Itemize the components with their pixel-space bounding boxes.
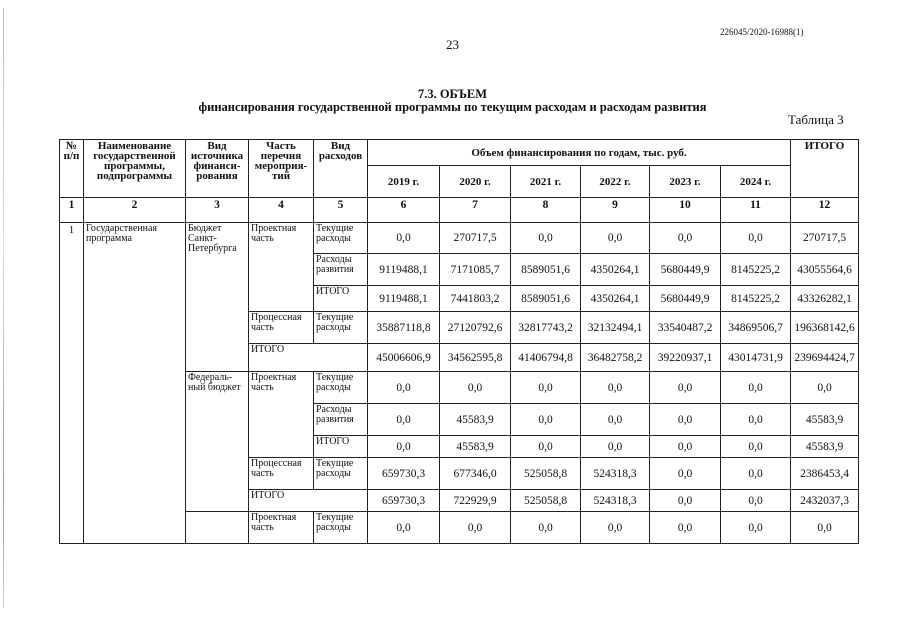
header-year: 2020 г. <box>440 166 511 198</box>
row-number: 1 <box>60 223 84 544</box>
program-name: Государственная программа <box>84 223 186 544</box>
value-cell: 34869506,7 <box>721 312 791 344</box>
total-cell: 45583,9 <box>791 436 859 458</box>
column-number: 3 <box>186 198 249 223</box>
column-number: 10 <box>650 198 721 223</box>
total-cell: 43326282,1 <box>791 286 859 312</box>
total-cell: 2386453,4 <box>791 458 859 490</box>
value-cell: 659730,3 <box>368 458 440 490</box>
header-name: Наименование государственной программы, подпрограммы <box>84 140 186 198</box>
column-number: 5 <box>314 198 368 223</box>
column-number-row <box>60 198 859 223</box>
header-kind: Вид расходов <box>314 140 368 198</box>
source-federal: Федераль-ный бюджет <box>186 372 249 512</box>
value-cell: 45583,9 <box>440 404 511 436</box>
value-cell: 0,0 <box>581 404 650 436</box>
value-cell: 0,0 <box>368 223 440 254</box>
value-cell: 8589051,6 <box>511 286 581 312</box>
value-cell: 524318,3 <box>581 458 650 490</box>
header-year: 2023 г. <box>650 166 721 198</box>
value-cell: 525058,8 <box>511 490 581 512</box>
value-cell: 0,0 <box>721 512 791 544</box>
column-number: 7 <box>440 198 511 223</box>
document-id: 226045/2020-16988(1) <box>720 27 804 37</box>
value-cell: 0,0 <box>650 223 721 254</box>
value-cell: 0,0 <box>581 372 650 404</box>
value-cell: 722929,9 <box>440 490 511 512</box>
kind-current: Текущие расходы <box>314 458 368 490</box>
header-source: Вид источника финанси-рования <box>186 140 249 198</box>
value-cell: 45006606,9 <box>368 344 440 372</box>
value-cell: 0,0 <box>368 512 440 544</box>
value-cell: 0,0 <box>721 458 791 490</box>
value-cell: 32817743,2 <box>511 312 581 344</box>
value-cell: 677346,0 <box>440 458 511 490</box>
column-number: 2 <box>84 198 186 223</box>
part-project: Проектная часть <box>249 372 314 458</box>
value-cell: 4350264,1 <box>581 254 650 286</box>
value-cell: 9119488,1 <box>368 286 440 312</box>
kind-itogo: ИТОГО <box>314 436 368 458</box>
value-cell: 0,0 <box>511 436 581 458</box>
value-cell: 0,0 <box>650 512 721 544</box>
value-cell: 0,0 <box>581 436 650 458</box>
value-cell: 8145225,2 <box>721 254 791 286</box>
value-cell: 0,0 <box>650 436 721 458</box>
kind-development: Расходы развития <box>314 404 368 436</box>
column-number: 1 <box>60 198 84 223</box>
value-cell: 8589051,6 <box>511 254 581 286</box>
total-cell: 45583,9 <box>791 404 859 436</box>
column-number: 11 <box>721 198 791 223</box>
value-cell: 0,0 <box>511 404 581 436</box>
value-cell: 7441803,2 <box>440 286 511 312</box>
source-spb: Бюджет Санкт-Петербурга <box>186 223 249 372</box>
value-cell: 0,0 <box>721 223 791 254</box>
value-cell: 0,0 <box>440 372 511 404</box>
value-cell: 0,0 <box>650 490 721 512</box>
value-cell: 43014731,9 <box>721 344 791 372</box>
header-total: ИТОГО <box>791 140 859 198</box>
header-year: 2024 г. <box>721 166 791 198</box>
part-process: Процессная часть <box>249 458 314 490</box>
header-row-1 <box>60 140 859 166</box>
part-project: Проектная часть <box>249 223 314 312</box>
column-number: 4 <box>249 198 314 223</box>
value-cell: 0,0 <box>368 404 440 436</box>
value-cell: 34562595,8 <box>440 344 511 372</box>
value-cell: 0,0 <box>511 223 581 254</box>
value-cell: 659730,3 <box>368 490 440 512</box>
kind-current: Текущие расходы <box>314 372 368 404</box>
value-cell: 7171085,7 <box>440 254 511 286</box>
value-cell: 32132494,1 <box>581 312 650 344</box>
value-cell: 33540487,2 <box>650 312 721 344</box>
part-process: Процессная часть <box>249 312 314 344</box>
value-cell: 35887118,8 <box>368 312 440 344</box>
column-number: 6 <box>368 198 440 223</box>
kind-current: Текущие расходы <box>314 512 368 544</box>
value-cell: 0,0 <box>368 372 440 404</box>
value-cell: 0,0 <box>368 436 440 458</box>
value-cell: 0,0 <box>581 223 650 254</box>
kind-itogo: ИТОГО <box>314 286 368 312</box>
header-part: Часть перечня мероприя-тий <box>249 140 314 198</box>
header-year: 2022 г. <box>581 166 650 198</box>
value-cell: 8145225,2 <box>721 286 791 312</box>
total-cell: 196368142,6 <box>791 312 859 344</box>
value-cell: 39220937,1 <box>650 344 721 372</box>
total-cell: 0,0 <box>791 372 859 404</box>
value-cell: 0,0 <box>511 372 581 404</box>
value-cell: 45583,9 <box>440 436 511 458</box>
value-cell: 27120792,6 <box>440 312 511 344</box>
kind-development: Расходы развития <box>314 254 368 286</box>
section-subtitle: финансирования государственной программы по текущим расходам и расходам развития <box>198 100 707 114</box>
table-row <box>60 223 859 254</box>
value-cell: 0,0 <box>721 490 791 512</box>
value-cell: 5680449,9 <box>650 286 721 312</box>
value-cell: 0,0 <box>581 512 650 544</box>
column-number: 9 <box>581 198 650 223</box>
kind-current: Текущие расходы <box>314 223 368 254</box>
page-number: 23 <box>446 37 459 52</box>
value-cell: 0,0 <box>721 404 791 436</box>
value-cell: 4350264,1 <box>581 286 650 312</box>
value-cell: 0,0 <box>440 512 511 544</box>
total-cell: 0,0 <box>791 512 859 544</box>
header-year: 2021 г. <box>511 166 581 198</box>
value-cell: 525058,8 <box>511 458 581 490</box>
value-cell: 36482758,2 <box>581 344 650 372</box>
value-cell: 41406794,8 <box>511 344 581 372</box>
header-volume: Объем финансирования по годам, тыс. руб. <box>368 140 791 166</box>
total-cell: 43055564,6 <box>791 254 859 286</box>
source-itogo: ИТОГО <box>249 344 368 372</box>
table-label: Таблица 3 <box>788 112 844 127</box>
source-itogo: ИТОГО <box>249 490 368 512</box>
header-year: 2019 г. <box>368 166 440 198</box>
source-next <box>186 512 249 544</box>
part-project: Проектная часть <box>249 512 314 544</box>
value-cell: 0,0 <box>721 372 791 404</box>
section-title: 7.3. ОБЪЕМ <box>417 87 488 101</box>
financing-table <box>59 139 859 544</box>
value-cell: 0,0 <box>650 372 721 404</box>
header-no: № п/п <box>60 140 84 198</box>
value-cell: 0,0 <box>721 436 791 458</box>
value-cell: 0,0 <box>511 512 581 544</box>
column-number: 12 <box>791 198 859 223</box>
kind-current: Текущие расходы <box>314 312 368 344</box>
value-cell: 9119488,1 <box>368 254 440 286</box>
value-cell: 270717,5 <box>440 223 511 254</box>
total-cell: 239694424,7 <box>791 344 859 372</box>
total-cell: 270717,5 <box>791 223 859 254</box>
total-cell: 2432037,3 <box>791 490 859 512</box>
value-cell: 524318,3 <box>581 490 650 512</box>
value-cell: 0,0 <box>650 404 721 436</box>
value-cell: 0,0 <box>650 458 721 490</box>
column-number: 8 <box>511 198 581 223</box>
value-cell: 5680449,9 <box>650 254 721 286</box>
